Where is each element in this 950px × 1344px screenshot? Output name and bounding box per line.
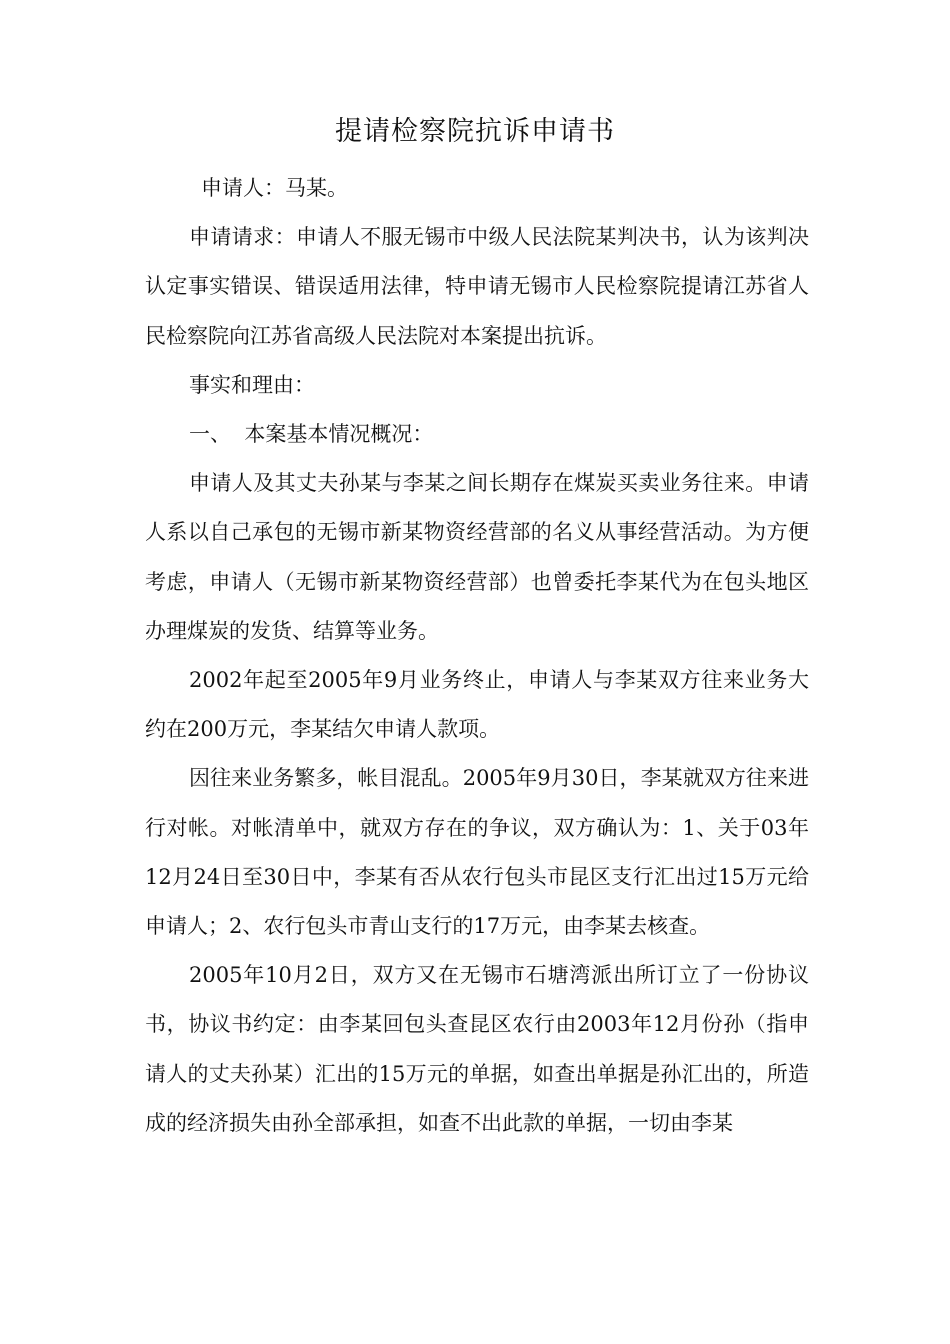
body-paragraph: 2002年起至2005年9月业务终止，申请人与李某双方往来业务大约在200万元，李某结欠申请人款项。 bbox=[145, 668, 809, 742]
body-paragraph: 申请人及其丈夫孙某与李某之间长期存在煤炭买卖业务往来。申请人系以自己承包的无锡市新某物资经营部的名义从事经营活动。为方便考虑，申请人（无锡市新某物资经营部）也曾委托李某代为在包头地区办理煤炭的发货、结算等业务。 bbox=[145, 471, 809, 643]
document-title: 提请检察院抗诉申请书 bbox=[335, 116, 615, 147]
applicant-line: 申请人：马某。 bbox=[201, 176, 348, 200]
document-body bbox=[145, 164, 809, 1148]
body-paragraph: 因往来业务繁多，帐目混乱。2005年9月30日，李某就双方往来进行对帐。对帐清单中，就双方存在的争议，双方确认为：1、关于03年12月24日至30日中，李某有否从农行包头市昆区支行汇出过15万元给申请人；2、农行包头市青山支行的17万元，由李某去核查。 bbox=[145, 766, 809, 939]
request-paragraph: 申请请求：申请人不服无锡市中级人民法院某判决书，认为该判决认定事实错误、错误适用法律，特申请无锡市人民检察院提请江苏省人民检察院向江苏省高级人民法院对本案提出抗诉。 bbox=[145, 225, 809, 348]
facts-heading: 事实和理由： bbox=[189, 372, 315, 397]
section-one-heading: 一、 本案基本情况概况： bbox=[189, 422, 434, 447]
body-paragraph: 2005年10月2日，双方又在无锡市石塘湾派出所订立了一份协议书，协议书约定：由李某回包头查昆区农行由2003年12月份孙（指申请人的丈夫孙某）汇出的15万元的单据，如查出单据是孙汇出的，所造成的经济损失由孙全部承担，如查不出此款的单据，一切由李某 bbox=[145, 963, 809, 1135]
